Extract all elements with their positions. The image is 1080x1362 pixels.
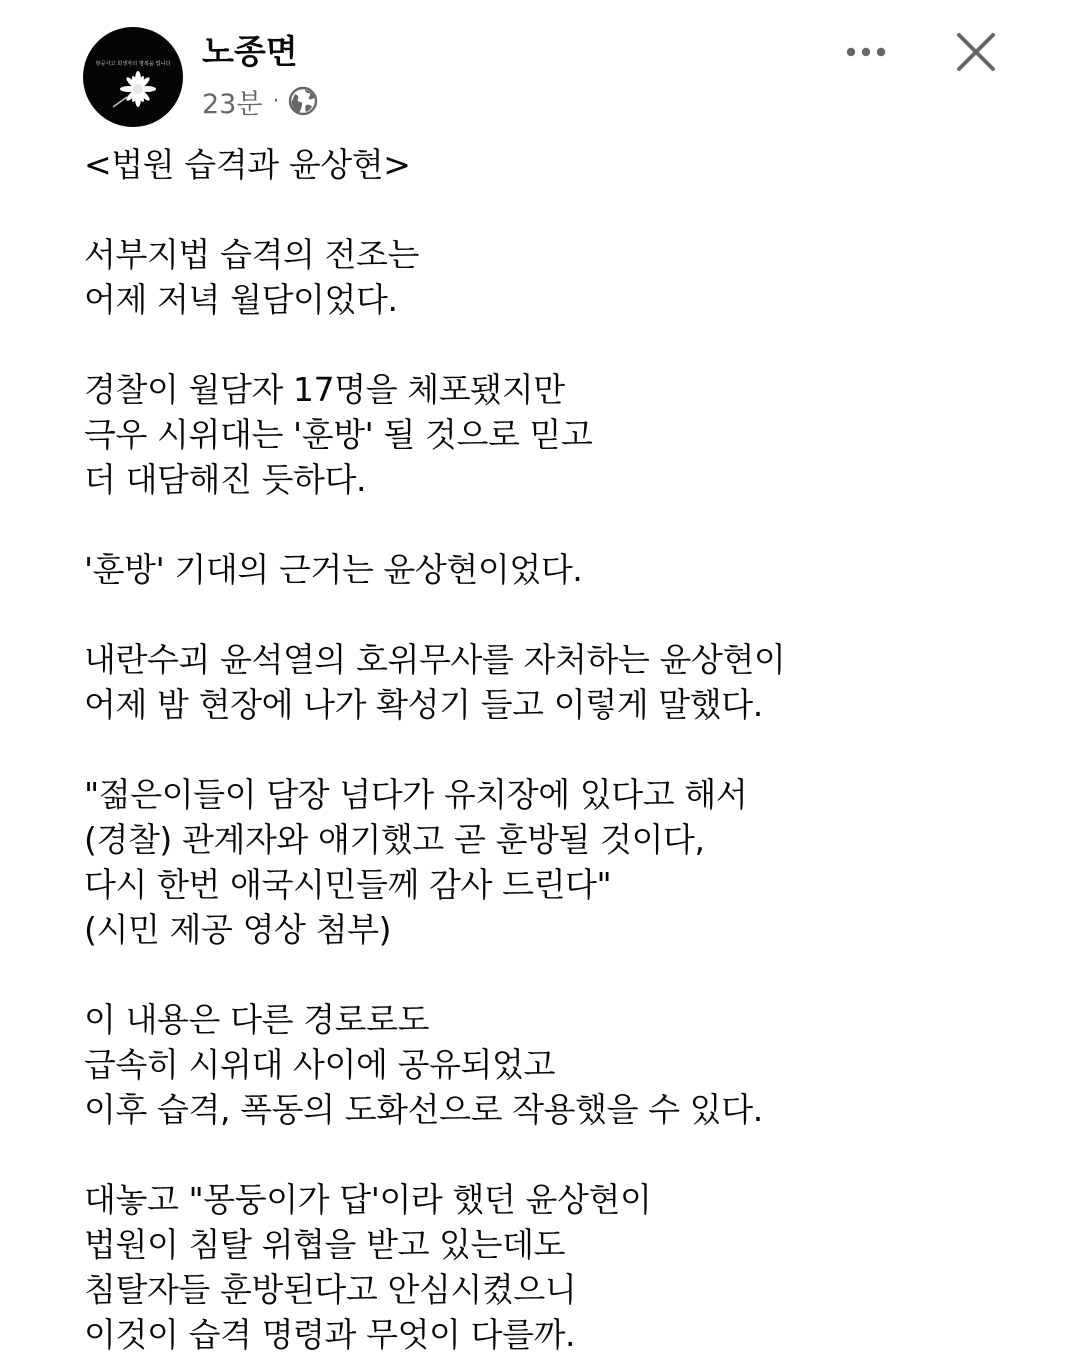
post-line: 서부지법 습격의 전조는: [84, 235, 419, 274]
post-line: '훈방' 기대의 근거는 윤상현이었다.: [84, 550, 583, 589]
post-line: 경찰이 월담자 17명을 체포됐지만: [84, 370, 565, 409]
post-line: 어제 밤 현장에 나가 확성기 들고 이렇게 말했다.: [84, 685, 763, 724]
post-header: [0, 0, 1080, 140]
post-time[interactable]: 23분: [202, 88, 263, 120]
post-body: [84, 142, 1044, 1357]
post-line: <법원 습격과 윤상현>: [84, 145, 411, 184]
meta-separator: ·: [272, 88, 280, 114]
post-line: 법원이 침탈 위협을 받고 있는데도: [84, 1225, 566, 1264]
paragraph-gap: [84, 322, 1044, 367]
post-line: 이후 습격, 폭동의 도화선으로 작용했을 수 있다.: [84, 1090, 763, 1129]
post-line: 극우 시위대는 '훈방' 될 것으로 믿고: [84, 415, 593, 454]
white-chrysanthemum-icon: [83, 27, 183, 127]
post-line: 다시 한번 애국시민들께 감사 드린다": [84, 865, 612, 904]
post-line: 이것이 습격 명령과 무엇이 다를까.: [84, 1315, 576, 1354]
author-name[interactable]: 노종면: [202, 32, 298, 71]
author-avatar[interactable]: [83, 27, 183, 127]
post-line: 급속히 시위대 사이에 공유되었고: [84, 1045, 555, 1084]
post-line: 대놓고 "몽둥이가 답'이라 했던 윤상현이: [84, 1180, 652, 1219]
avatar-caption: 항공사고 희생자의 명복을 빕니다: [95, 61, 171, 67]
close-icon: [950, 26, 1002, 78]
paragraph-gap: [84, 1132, 1044, 1177]
post-line: 침탈자들 훈방된다고 안심시켰으니: [84, 1270, 577, 1309]
post-line: 이 내용은 다른 경로로도: [84, 1000, 430, 1039]
paragraph-gap: [84, 502, 1044, 547]
post-line: (시민 제공 영상 첨부): [84, 910, 392, 949]
globe-icon[interactable]: [288, 86, 318, 116]
post-line: 더 대담해진 듯하다.: [84, 460, 367, 499]
paragraph-gap: [84, 187, 1044, 232]
paragraph-gap: [84, 952, 1044, 997]
close-button[interactable]: [950, 26, 1002, 78]
paragraph-gap: [84, 727, 1044, 772]
post-meta: [202, 82, 318, 120]
post-line: 어제 저녁 월담이었다.: [84, 280, 398, 319]
paragraph-gap: [84, 592, 1044, 637]
post-line: "젊은이들이 담장 넘다가 유치장에 있다고 해서: [84, 775, 748, 814]
post-line: 내란수괴 윤석열의 호위무사를 자처하는 윤상현이: [84, 640, 786, 679]
more-horizontal-icon: [838, 30, 894, 74]
post-line: (경찰) 관계자와 얘기했고 곧 훈방될 것이다,: [84, 820, 705, 859]
more-options-button[interactable]: [838, 30, 894, 74]
